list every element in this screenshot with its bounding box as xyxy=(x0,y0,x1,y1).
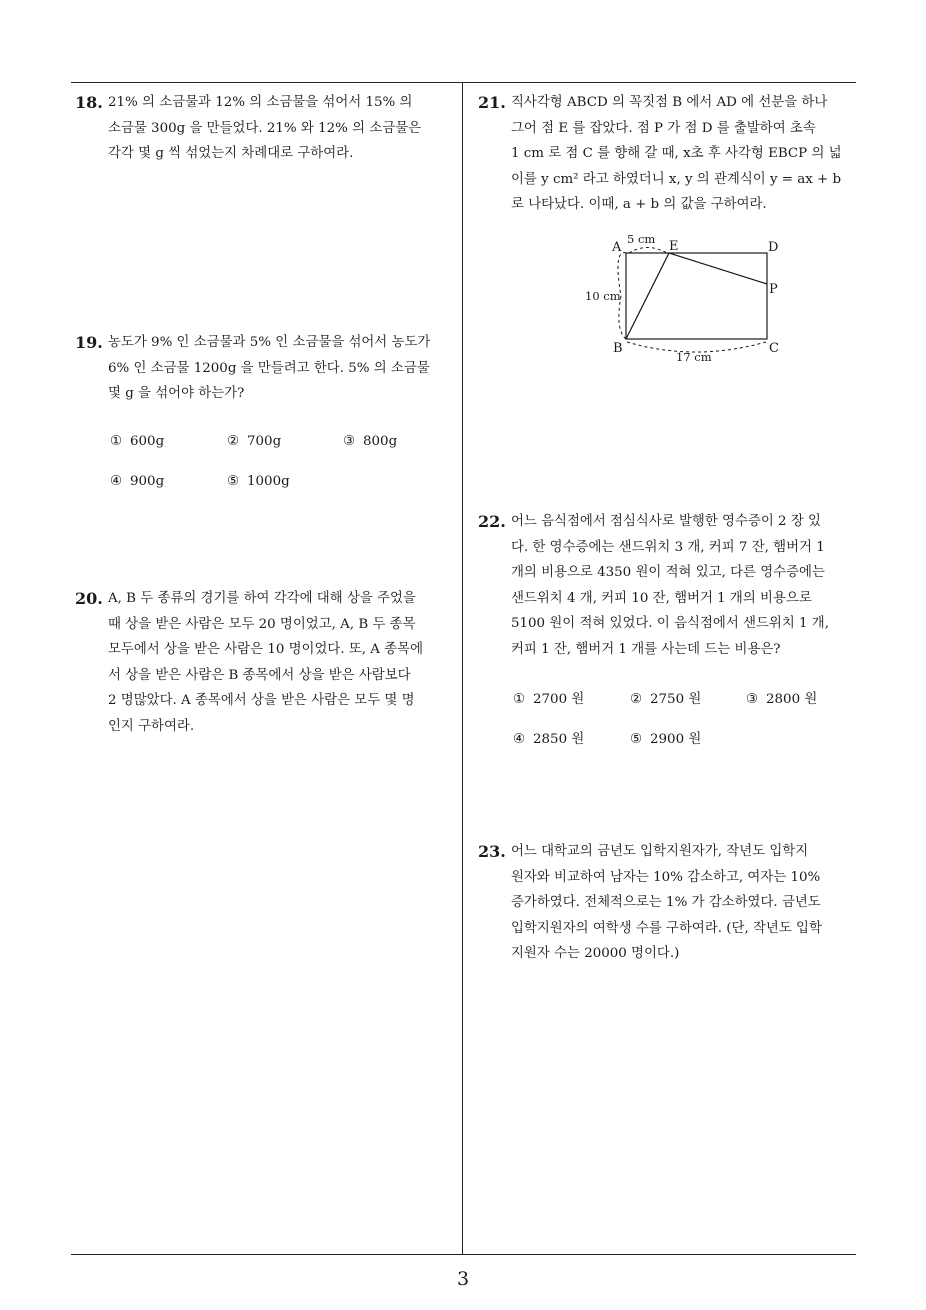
bottom-rule xyxy=(71,1254,856,1255)
problem-line: 소금물 300g 을 만들었다. 21% 와 12% 의 소금물은 xyxy=(108,120,422,136)
segment-be xyxy=(626,253,669,339)
problem-line: 때 상을 받은 사람은 모두 20 명이었고, A, B 두 종목 xyxy=(108,616,416,632)
problem-22 xyxy=(478,509,860,662)
choice-3[interactable] xyxy=(343,434,397,449)
problem-line: 어느 음식점에서 점심식사로 발행한 영수증이 2 장 있 xyxy=(511,514,821,529)
rectangle-figure xyxy=(585,232,795,367)
problem-line: 커피 1 잔, 햄버거 1 개를 사는데 드는 비용은? xyxy=(511,641,781,657)
problem-number: 23. xyxy=(478,842,506,861)
dashed-arc-ae xyxy=(629,248,667,254)
label-a: A xyxy=(612,240,622,255)
problem-line: 1 cm 로 점 C 를 향해 갈 때, x초 후 사각형 EBCP 의 넓 xyxy=(511,146,842,161)
choice-4[interactable] xyxy=(513,728,584,747)
problem-line: 그어 점 E 를 잡았다. 점 P 가 점 D 를 출발하여 초속 xyxy=(511,120,816,136)
problem-text xyxy=(108,330,457,407)
problem-line: 인지 구하여라. xyxy=(108,718,195,734)
problem-line: 이를 y cm² 라고 하였더니 x, y 의 관계식이 y = ax + b xyxy=(511,171,842,187)
problem-20 xyxy=(75,586,457,739)
label-b: B xyxy=(613,341,623,356)
problem-line: 몇 g 을 섞어야 하는가? xyxy=(108,386,245,401)
problem-number: 21. xyxy=(478,93,506,112)
choice-text: 1000g xyxy=(247,474,290,489)
problem-text xyxy=(511,90,860,218)
choice-1[interactable] xyxy=(110,434,164,449)
problem-18 xyxy=(75,90,457,167)
choice-text: 2800 원 xyxy=(766,692,818,707)
label-p: P xyxy=(769,282,778,297)
choice-mark: ⑤ xyxy=(227,474,240,489)
problem-line: 증가하였다. 전체적으로는 1% 가 감소하였다. 금년도 xyxy=(511,895,821,910)
label-length-ab: 10 cm xyxy=(585,289,621,303)
problem-line: 직사각형 ABCD 의 꼭짓점 B 에서 AD 에 선분을 하나 xyxy=(511,95,828,110)
choice-text: 2850 원 xyxy=(533,732,585,747)
choice-1[interactable] xyxy=(513,688,584,707)
choice-mark: ② xyxy=(227,434,240,449)
label-d: D xyxy=(768,240,779,255)
problem-line: 지원자 수는 20000 명이다.) xyxy=(511,946,680,961)
problem-line: 각각 몇 g 씩 섞었는지 차례대로 구하여라. xyxy=(108,146,354,161)
problem-number: 18. xyxy=(75,93,103,112)
problem-number: 22. xyxy=(478,512,506,531)
choice-mark: ③ xyxy=(343,434,356,449)
label-c: C xyxy=(769,341,779,356)
choice-mark: ② xyxy=(630,692,643,707)
choice-mark: ① xyxy=(110,434,123,449)
problem-line: 샌드위치 4 개, 커피 10 잔, 햄버거 1 개의 비용으로 xyxy=(511,590,812,606)
choice-3[interactable] xyxy=(746,688,817,707)
problem-line: 어느 대학교의 금년도 입학지원자가, 작년도 입학지 xyxy=(511,844,809,859)
problem-text xyxy=(511,509,860,662)
choice-text: 2750 원 xyxy=(650,692,702,707)
segment-ep xyxy=(669,253,767,284)
problem-text xyxy=(108,586,457,739)
choice-text: 800g xyxy=(363,434,398,449)
choice-text: 600g xyxy=(130,434,165,449)
label-length-ae: 5 cm xyxy=(627,232,656,246)
choice-5[interactable] xyxy=(630,728,701,747)
choice-mark: ③ xyxy=(746,692,759,707)
problem-line: 2 명많았다. A 종목에서 상을 받은 사람은 모두 몇 명 xyxy=(108,693,415,708)
choice-text: 2900 원 xyxy=(650,732,702,747)
top-rule xyxy=(71,82,856,83)
problem-number: 19. xyxy=(75,333,103,352)
problem-line: 입학지원자의 여학생 수를 구하여라. (단, 작년도 입학 xyxy=(511,920,822,936)
problem-text xyxy=(108,90,457,167)
page-number: 3 xyxy=(456,1268,470,1290)
choice-5[interactable] xyxy=(227,474,290,489)
choice-mark: ⑤ xyxy=(630,732,643,747)
problem-line: 서 상을 받은 사람은 B 종목에서 상을 받은 사람보다 xyxy=(108,667,411,683)
problem-line: 로 나타났다. 이때, a + b 의 값을 구하여라. xyxy=(511,197,767,212)
choice-mark: ④ xyxy=(110,474,123,489)
choice-text: 700g xyxy=(247,434,282,449)
problem-line: 6% 인 소금물 1200g 을 만들려고 한다. 5% 의 소금물 xyxy=(108,360,430,376)
problem-line: 원자와 비교하여 남자는 10% 감소하고, 여자는 10% xyxy=(511,869,821,885)
choice-mark: ④ xyxy=(513,732,526,747)
choice-4[interactable] xyxy=(110,474,164,489)
problem-line: 21% 의 소금물과 12% 의 소금물을 섞어서 15% 의 xyxy=(108,95,413,110)
problem-line: 다. 한 영수증에는 샌드위치 3 개, 커피 7 잔, 햄버거 1 xyxy=(511,539,825,555)
problem-line: A, B 두 종류의 경기를 하여 각각에 대해 상을 주었을 xyxy=(108,591,416,606)
problem-23 xyxy=(478,839,860,967)
problem-21 xyxy=(478,90,860,218)
problem-line: 모두에서 상을 받은 사람은 10 명이었다. 또, A 종목에 xyxy=(108,642,424,657)
problem-number: 20. xyxy=(75,589,103,608)
choice-2[interactable] xyxy=(227,434,281,449)
label-e: E xyxy=(669,239,679,254)
problem-line: 농도가 9% 인 소금물과 5% 인 소금물을 섞어서 농도가 xyxy=(108,335,431,350)
choice-2[interactable] xyxy=(630,688,701,707)
problem-line: 개의 비용으로 4350 원이 적혀 있고, 다른 영수증에는 xyxy=(511,565,825,580)
choice-text: 900g xyxy=(130,474,165,489)
choice-mark: ① xyxy=(513,692,526,707)
problem-19 xyxy=(75,330,457,407)
label-length-bc: 17 cm xyxy=(676,350,712,364)
problem-text xyxy=(511,839,860,967)
column-divider xyxy=(462,82,463,1255)
problem-line: 5100 원이 적혀 있었다. 이 음식점에서 샌드위치 1 개, xyxy=(511,616,829,631)
choice-text: 2700 원 xyxy=(533,692,585,707)
